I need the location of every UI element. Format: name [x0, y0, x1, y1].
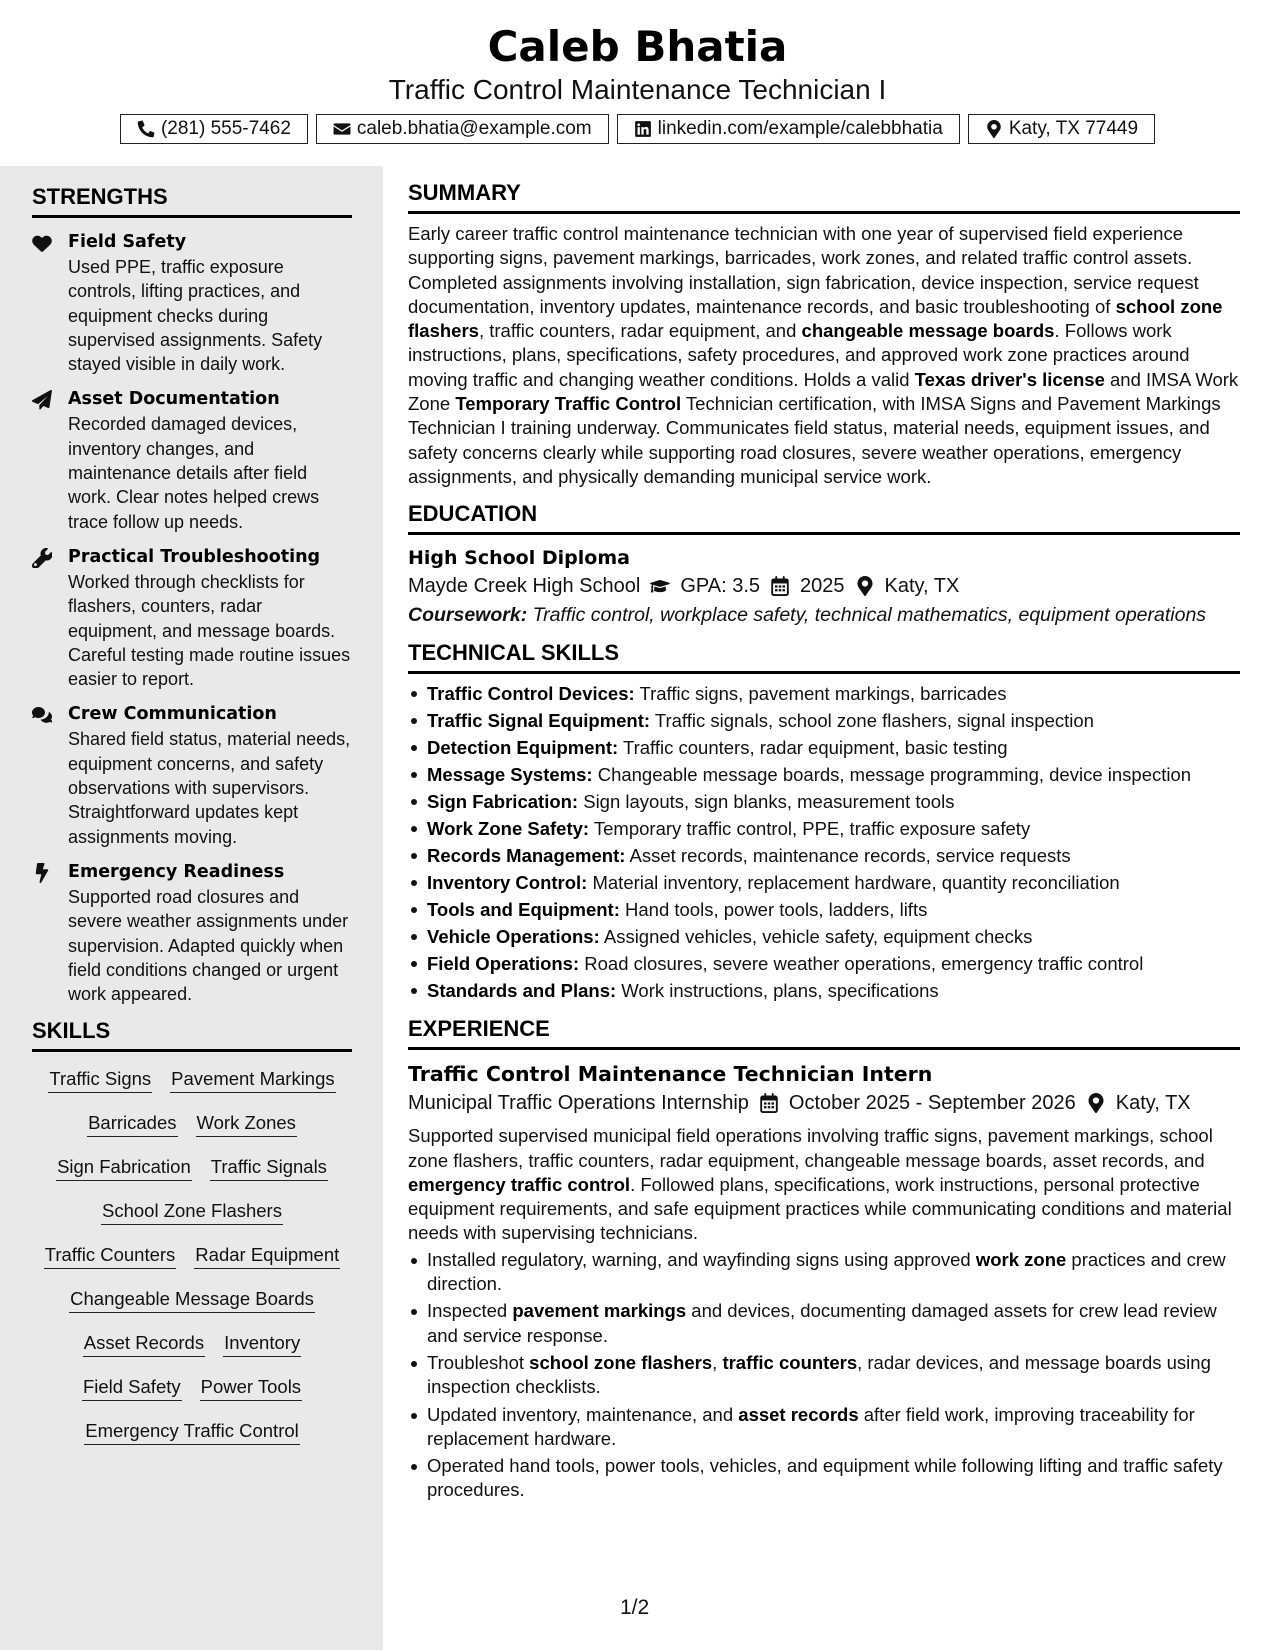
- text-segment: practices and crew direction.: [427, 1248, 1226, 1295]
- heart-icon: [32, 230, 54, 376]
- experience-bullet: [408, 1454, 1240, 1503]
- skill-category: Detection Equipment:: [427, 737, 619, 759]
- strength-item: [32, 545, 352, 691]
- experience-bullet: [408, 1351, 1240, 1400]
- skills-tag-row: [38, 1374, 346, 1401]
- text-segment: . Followed plans, specifications, work instructions, personal protective equipment requirements, and safe equipment practices while communicating conditions and material needs with supervising technicians.: [408, 1173, 1232, 1244]
- phone-text: (281) 555-7462: [160, 118, 291, 139]
- strength-description: Worked through checklists for flashers, counters, radar equipment, and message boards. Careful testing made routine issues easier to report.: [68, 571, 351, 690]
- skill-values: Temporary traffic control, PPE, traffic exposure safety: [589, 818, 1031, 840]
- skill-tag: Traffic Signs: [48, 1066, 152, 1093]
- strength-item: [32, 230, 352, 376]
- skill-tag: Traffic Signals: [210, 1154, 328, 1181]
- resume-header: [0, 0, 1275, 166]
- contact-linkedin[interactable]: [617, 114, 960, 144]
- skill-values: Hand tools, power tools, ladders, lifts: [619, 899, 928, 921]
- contact-bar: [0, 114, 1275, 144]
- emphasis-text: pavement markings: [512, 1300, 687, 1322]
- strength-item: [32, 387, 352, 533]
- coursework: [408, 603, 1240, 628]
- skills-tag-row: [38, 1066, 346, 1093]
- skill-values: Traffic signals, school zone flashers, signal inspection: [650, 710, 1094, 732]
- skill-category: Message Systems:: [427, 764, 593, 786]
- education-meta: [408, 571, 1240, 601]
- job-dates: October 2025 - September 2026: [788, 1092, 1076, 1115]
- text-segment: Early career traffic control maintenance technician with one year of supervised field experience supporting signs, pavement markings, barricades, work zones, and related traffic control assets. Completed assignments involving installation, sign fabrication, device inspection, service request documentation, inventory updates, maintenance records, and basic troubleshooting of: [408, 223, 1199, 317]
- text-segment: Troubleshot: [427, 1351, 530, 1373]
- strength-description: Supported road closures and severe weather assignments under supervision. Adapted quickly when field conditions changed or urgent work appeared.: [68, 886, 349, 1005]
- skill-category: Sign Fabrication:: [427, 791, 579, 813]
- map-marker-icon: [985, 120, 1003, 138]
- candidate-name: Caleb Bhatia: [487, 22, 788, 71]
- skill-values: Work instructions, plans, specifications: [616, 980, 939, 1002]
- skill-category: Work Zone Safety:: [427, 818, 590, 840]
- skill-category: Traffic Signal Equipment:: [427, 710, 651, 732]
- skills-tag-row: [38, 1418, 346, 1445]
- skills-tag-row: [38, 1198, 346, 1225]
- emphasis-text: changeable message boards: [801, 320, 1055, 342]
- text-segment: and IMSA Work Zone: [408, 368, 1239, 415]
- contact-email[interactable]: [316, 114, 609, 144]
- technical-skills-section: [408, 640, 1240, 1004]
- technical-skill-item: [408, 815, 1240, 842]
- strength-item: [32, 860, 352, 1006]
- skill-tag: School Zone Flashers: [101, 1198, 283, 1225]
- skill-category: Vehicle Operations:: [427, 926, 600, 948]
- skills-tag-row: [38, 1242, 346, 1269]
- text-segment: Operated hand tools, power tools, vehicles, and equipment while following lifting and traffic safety procedures.: [427, 1455, 1223, 1501]
- strength-description: Recorded damaged devices, inventory changes, and maintenance details after field work. Clear notes helped crews trace follow up needs.: [68, 414, 320, 532]
- skill-category: Inventory Control:: [427, 872, 588, 894]
- skill-tag: Barricades: [87, 1110, 177, 1137]
- skill-values: Sign layouts, sign blanks, measurement tools: [578, 791, 955, 813]
- skills-tag-row: [38, 1110, 346, 1137]
- strength-description: Shared field status, material needs, equipment concerns, and safety observations with supervisors. Straightforward updates kept assignments moving.: [68, 729, 351, 847]
- linkedin-icon: [634, 120, 652, 138]
- location-text: Katy, TX 77449: [1008, 118, 1139, 139]
- emphasis-text: emergency traffic control: [408, 1173, 631, 1195]
- skill-tag: Emergency Traffic Control: [84, 1418, 300, 1445]
- emphasis-text: school zone flashers: [529, 1351, 713, 1373]
- job-title: Traffic Control Maintenance Technician Intern: [408, 1062, 933, 1087]
- strengths-list: [32, 230, 352, 1006]
- summary-section: [408, 180, 1240, 489]
- summary-text: [408, 222, 1240, 489]
- education-section: [408, 501, 1240, 628]
- calendar-icon: [770, 576, 790, 596]
- skill-values: Changeable message boards, message programming, device inspection: [592, 764, 1192, 786]
- emphasis-text: Temporary Traffic Control: [455, 393, 682, 415]
- bolt-icon: [32, 860, 54, 1006]
- strength-item: [32, 702, 352, 848]
- degree: High School Diploma: [408, 547, 630, 570]
- candidate-role: Traffic Control Maintenance Technician I: [388, 74, 887, 105]
- linkedin-text: linkedin.com/example/calebbhatia: [657, 118, 943, 139]
- technical-skill-item: [408, 869, 1240, 896]
- skill-tag: Asset Records: [83, 1330, 205, 1357]
- contact-phone[interactable]: [120, 114, 308, 144]
- skill-tag: Radar Equipment: [194, 1242, 340, 1269]
- text-segment: Technician certification, with IMSA Signs and Pavement Markings Technician I training underway. Communicates field status, material needs, equipment issues, and safety concerns clearly while supporting road closures, severe weather operations, emergency assignments, and physically demanding municipal service work.: [408, 393, 1221, 487]
- coursework-label: Coursework:: [408, 604, 528, 627]
- calendar-icon: [759, 1093, 779, 1113]
- skill-category: Tools and Equipment:: [427, 899, 620, 921]
- experience-bullets: [408, 1248, 1240, 1503]
- skill-values: Asset records, maintenance records, service requests: [625, 845, 1071, 867]
- skill-tag: Pavement Markings: [170, 1066, 335, 1093]
- graduation-year: 2025: [800, 575, 845, 598]
- map-marker-icon: [855, 576, 875, 596]
- technical-skill-item: [408, 680, 1240, 707]
- skills-tag-row: [38, 1330, 346, 1357]
- contact-location[interactable]: [968, 114, 1155, 144]
- technical-skill-item: [408, 950, 1240, 977]
- skill-values: Traffic signs, pavement markings, barricades: [634, 683, 1007, 705]
- strengths-heading: STRENGTHS: [32, 184, 352, 218]
- skills-tag-row: [38, 1286, 346, 1313]
- technical-skills-list: [408, 680, 1240, 1004]
- paper-plane-icon: [32, 387, 54, 533]
- experience-section: [408, 1016, 1240, 1502]
- wrench-icon: [32, 545, 54, 691]
- strength-title: Asset Documentation: [68, 389, 280, 410]
- strength-title: Emergency Readiness: [68, 861, 285, 882]
- skills-tag-list: [32, 1066, 352, 1445]
- emphasis-text: traffic counters: [722, 1351, 858, 1373]
- experience-bullet: [408, 1248, 1240, 1297]
- emphasis-text: Texas driver's license: [914, 368, 1105, 390]
- text-segment: Installed regulatory, warning, and wayfinding signs using approved: [427, 1248, 976, 1270]
- school-location: Katy, TX: [884, 575, 960, 598]
- technical-skill-item: [408, 707, 1240, 734]
- technical-skill-item: [408, 977, 1240, 1004]
- text-segment: ,: [712, 1351, 723, 1373]
- comments-icon: [32, 702, 54, 848]
- coursework-list: Traffic control, workplace safety, technical mathematics, equipment operations: [527, 604, 1207, 627]
- skills-heading: SKILLS: [32, 1018, 352, 1052]
- strength-description: Used PPE, traffic exposure controls, lifting practices, and equipment checks during supervised assignments. Safety stayed visible in daily work.: [68, 257, 323, 375]
- phone-icon: [137, 120, 155, 138]
- skill-values: Road closures, severe weather operations, emergency traffic control: [579, 953, 1144, 975]
- company-name: Municipal Traffic Operations Internship: [408, 1092, 749, 1115]
- skill-tag: Work Zones: [196, 1110, 297, 1137]
- job-summary: [408, 1124, 1240, 1245]
- education-heading: EDUCATION: [408, 501, 1240, 535]
- job-meta: [408, 1088, 1240, 1118]
- technical-skill-item: [408, 896, 1240, 923]
- skill-tag: Power Tools: [200, 1374, 302, 1401]
- skill-tag: Inventory: [223, 1330, 301, 1357]
- sidebar: [0, 166, 383, 1650]
- text-segment: . Follows work instructions, plans, specifications, safety procedures, and approved work zone practices around moving traffic and changing weather conditions. Holds a valid: [408, 320, 1190, 390]
- summary-heading: SUMMARY: [408, 180, 1240, 214]
- gpa: GPA: 3.5: [680, 575, 761, 598]
- experience-bullet: [408, 1403, 1240, 1452]
- technical-skill-item: [408, 923, 1240, 950]
- skill-values: Assigned vehicles, vehicle safety, equipment checks: [599, 926, 1033, 948]
- technical-skills-heading: TECHNICAL SKILLS: [408, 640, 1240, 674]
- text-segment: after field work, improving traceability for replacement hardware.: [427, 1403, 1195, 1449]
- experience-bullet: [408, 1299, 1240, 1348]
- skill-category: Field Operations:: [427, 953, 580, 975]
- text-segment: Updated inventory, maintenance, and: [427, 1403, 739, 1425]
- skill-values: Traffic counters, radar equipment, basic testing: [618, 737, 1008, 759]
- graduation-cap-icon: [650, 576, 670, 596]
- page-number: 1/2: [620, 1596, 650, 1619]
- technical-skill-item: [408, 761, 1240, 788]
- map-marker-icon: [1086, 1093, 1106, 1113]
- email-text: caleb.bhatia@example.com: [356, 118, 592, 139]
- text-segment: Inspected: [427, 1300, 513, 1322]
- skill-tag: Sign Fabrication: [56, 1154, 192, 1181]
- main-content: [408, 180, 1240, 1506]
- skill-category: Records Management:: [427, 845, 626, 867]
- skill-category: Traffic Control Devices:: [427, 683, 635, 705]
- strength-title: Field Safety: [68, 232, 187, 252]
- skill-tag: Changeable Message Boards: [69, 1286, 315, 1313]
- emphasis-text: school zone flashers: [408, 295, 1223, 342]
- strength-title: Practical Troubleshooting: [68, 546, 321, 567]
- skill-tag: Field Safety: [82, 1374, 182, 1401]
- skill-tag: Traffic Counters: [44, 1242, 177, 1269]
- text-segment: , radar devices, and message boards using inspection checklists.: [427, 1351, 1211, 1398]
- experience-heading: EXPERIENCE: [408, 1016, 1240, 1050]
- envelope-icon: [333, 120, 351, 138]
- emphasis-text: work zone: [975, 1248, 1067, 1270]
- strength-title: Crew Communication: [68, 704, 277, 725]
- skill-values: Material inventory, replacement hardware, quantity reconciliation: [587, 872, 1120, 894]
- text-segment: and devices, documenting damaged assets for crew lead review and service response.: [427, 1300, 1217, 1346]
- technical-skill-item: [408, 734, 1240, 761]
- emphasis-text: asset records: [738, 1403, 859, 1425]
- school-name: Mayde Creek High School: [408, 575, 641, 598]
- job-location: Katy, TX: [1115, 1092, 1191, 1115]
- skill-category: Standards and Plans:: [427, 980, 617, 1002]
- technical-skill-item: [408, 788, 1240, 815]
- text-segment: Supported supervised municipal field operations involving traffic signs, pavement markings, school zone flashers, traffic counters, radar equipment, changeable message boards, asset records, and: [408, 1125, 1213, 1171]
- technical-skill-item: [408, 842, 1240, 869]
- text-segment: , traffic counters, radar equipment, and: [478, 320, 802, 342]
- skills-tag-row: [38, 1154, 346, 1181]
